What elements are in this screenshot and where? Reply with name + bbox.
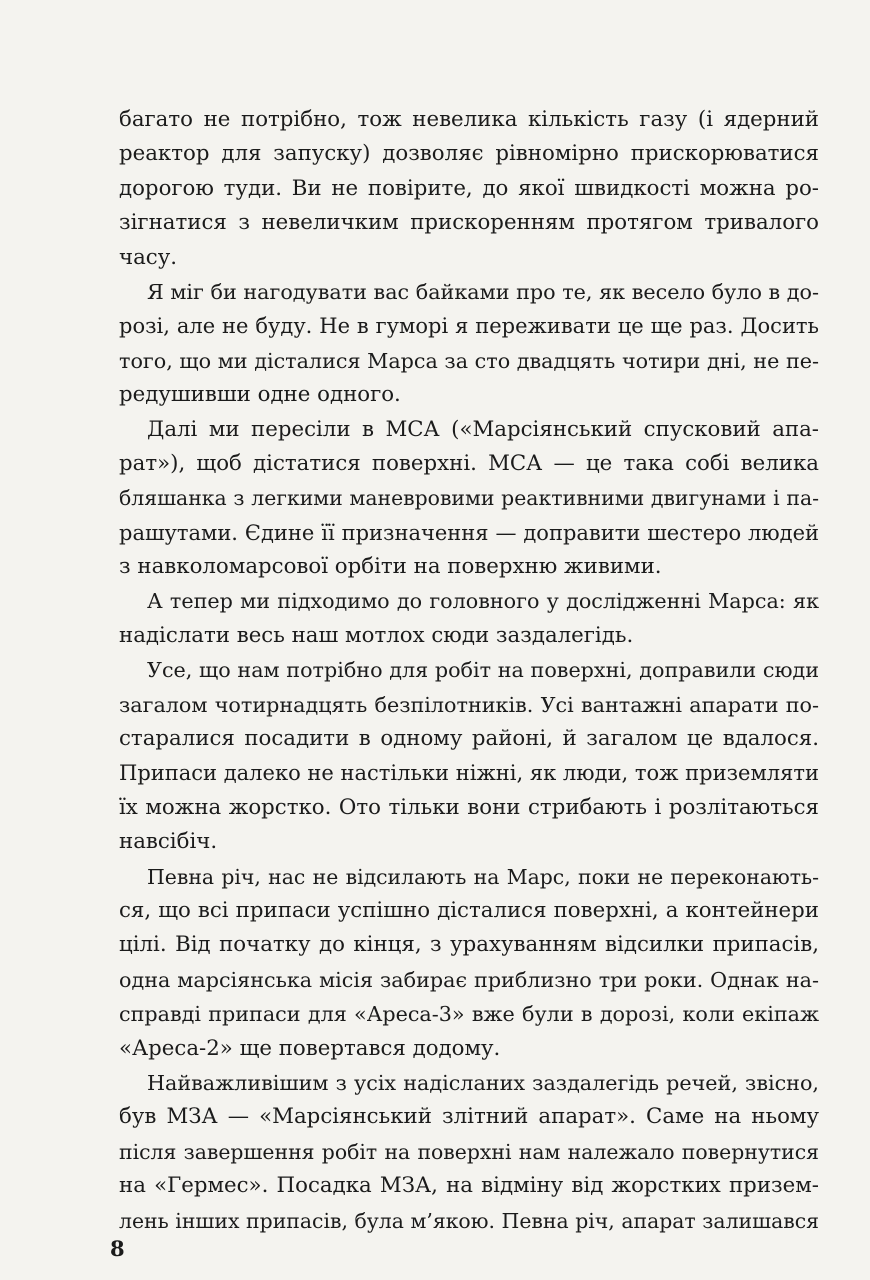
text-line: «Ареса-2» ще повертався додому.: [119, 1035, 501, 1061]
text-line: загалом чотирнадцять безпілотників. Усі вантажні апарати по-: [119, 692, 819, 717]
text-line: Далі ми пересіли в МСА («Марсіянський спусковий апа-: [147, 416, 819, 442]
text-line: реактор для запуску) дозволяє рівномірно прискорюватися: [119, 141, 819, 167]
text-line: рашутами. Єдине її призначення — доправити шестеро людей: [119, 520, 819, 545]
text-line: Певна річ, нас не відсилають на Марс, поки не переконають-: [147, 864, 819, 889]
text-line: на «Гермес». Посадка МЗА, на відміну від жорстких призем-: [119, 1173, 819, 1199]
text-line: багато не потрібно, тож невелика кількість газу (і ядерний: [119, 107, 819, 132]
text-line: розі, але не буду. Не в гуморі я переживати це ще раз. Досить: [119, 314, 819, 339]
text-line: ся, що всі припаси успішно дісталися поверхні, а контейнери: [119, 897, 819, 923]
text-line: старалися посадити в одному районі, й загалом це вдалося.: [119, 726, 819, 752]
text-line: їх можна жорстко. Ото тільки вони стрибають і розлітаються: [119, 794, 819, 820]
text-line: Я міг би нагодувати вас байками про те, як весело було в до-: [147, 279, 819, 304]
text-line: бляшанка з легкими маневровими реактивними двигунами і па-: [119, 486, 819, 511]
page-number: 8: [110, 1236, 125, 1261]
text-line: з навколомарсової орбіти на поверхню живими.: [119, 554, 662, 580]
text-line: справді припаси для «Ареса-3» вже були в дорозі, коли екіпаж: [119, 1002, 819, 1027]
text-line: цілі. Від початку до кінця, з урахуванням відсилки припасів,: [119, 932, 819, 958]
text-line: навсібіч.: [119, 829, 218, 855]
text-line: після завершення робіт на поверхні нам належало повернутися: [119, 1139, 819, 1164]
text-line: А тепер ми підходимо до головного у дослідженні Марса: як: [147, 589, 819, 614]
text-line: одна марсіянська місія забирає приблизно три роки. Однак на-: [119, 967, 819, 992]
text-line: був МЗА — «Марсіянський злітний апарат». Саме на ньому: [119, 1104, 819, 1130]
text-line: того, що ми дісталися Марса за сто двадцять чотири дні, не пе-: [119, 348, 819, 373]
text-line: рат»), щоб дістатися поверхні. МСА — це така собі велика: [119, 450, 819, 476]
text-line: надіслати весь наш мотлох сюди заздалегідь.: [119, 622, 634, 648]
text-line: Припаси далеко не настільки ніжні, як люди, тож приземляти: [119, 761, 819, 786]
text-line: редушивши одне одного.: [119, 382, 401, 408]
text-line: Усе, що нам потрібно для робіт на поверхні, доправили сюди: [147, 658, 819, 683]
text-line: дорогою туди. Ви не повірите, до якої швидкості можна ро-: [119, 175, 819, 201]
text-line: Найважливішим з усіх надісланих заздалегідь речей, звісно,: [147, 1070, 819, 1095]
body-text: [119, 103, 819, 1238]
text-line: часу.: [119, 244, 178, 270]
text-line: зігнатися з невеличким прискоренням протягом тривалого: [119, 210, 819, 236]
text-line: лень інших припасів, була м’якою. Певна річ, апарат залишався: [119, 1208, 819, 1233]
